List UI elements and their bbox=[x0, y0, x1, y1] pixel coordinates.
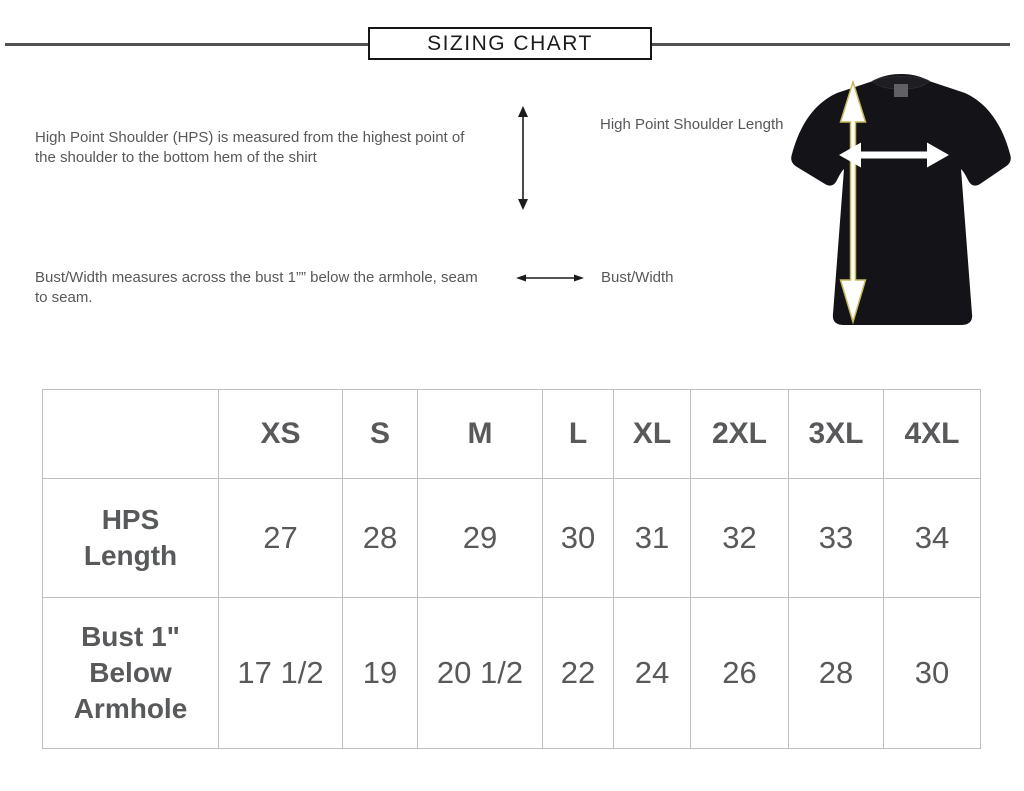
size-header-3xl: 3XL bbox=[789, 390, 884, 479]
bust-row bbox=[43, 598, 981, 749]
hps-l: 30 bbox=[543, 479, 614, 598]
hps-note: High Point Shoulder (HPS) is measured from the highest point of the shoulder to the bottom hem of the shirt bbox=[35, 129, 465, 166]
size-header-xs: XS bbox=[219, 390, 343, 479]
bust-s: 19 bbox=[343, 598, 418, 749]
sizing-table bbox=[42, 389, 981, 749]
size-header-s: S bbox=[343, 390, 418, 479]
size-header-xl: XL bbox=[614, 390, 691, 479]
hps-length-label: High Point Shoulder Length bbox=[600, 116, 784, 133]
bust-l: 22 bbox=[543, 598, 614, 749]
row-label-hps-length: HPS Length bbox=[43, 479, 219, 598]
hps-4xl: 34 bbox=[884, 479, 981, 598]
bust-note: Bust/Width measures across the bust 1”” below the armhole, seam to seam. bbox=[35, 269, 478, 306]
vertical-measure-arrow-icon bbox=[512, 106, 534, 210]
size-header-row bbox=[43, 390, 981, 479]
bust-width-label: Bust/Width bbox=[601, 269, 674, 286]
size-header-l: L bbox=[543, 390, 614, 479]
bust-m: 20 1/2 bbox=[418, 598, 543, 749]
size-header-4xl: 4XL bbox=[884, 390, 981, 479]
hps-m: 29 bbox=[418, 479, 543, 598]
bust-xl: 24 bbox=[614, 598, 691, 749]
bust-2xl: 26 bbox=[691, 598, 789, 749]
bust-4xl: 30 bbox=[884, 598, 981, 749]
corner-cell bbox=[43, 390, 219, 479]
page-title-box bbox=[368, 27, 652, 60]
hps-s: 28 bbox=[343, 479, 418, 598]
bust-3xl: 28 bbox=[789, 598, 884, 749]
row-label-bust: Bust 1" Below Armhole bbox=[43, 598, 219, 749]
bust-xs: 17 1/2 bbox=[219, 598, 343, 749]
hps-xs: 27 bbox=[219, 479, 343, 598]
hps-xl: 31 bbox=[614, 479, 691, 598]
tshirt-body bbox=[791, 74, 1011, 325]
tshirt-neck-label bbox=[894, 84, 908, 97]
size-header-m: M bbox=[418, 390, 543, 479]
tshirt-image bbox=[785, 72, 1017, 330]
size-header-2xl: 2XL bbox=[691, 390, 789, 479]
hps-2xl: 32 bbox=[691, 479, 789, 598]
hps-3xl: 33 bbox=[789, 479, 884, 598]
hps-length-row bbox=[43, 479, 981, 598]
horizontal-measure-arrow-icon bbox=[516, 270, 584, 286]
page-title: SIZING CHART bbox=[427, 31, 593, 55]
